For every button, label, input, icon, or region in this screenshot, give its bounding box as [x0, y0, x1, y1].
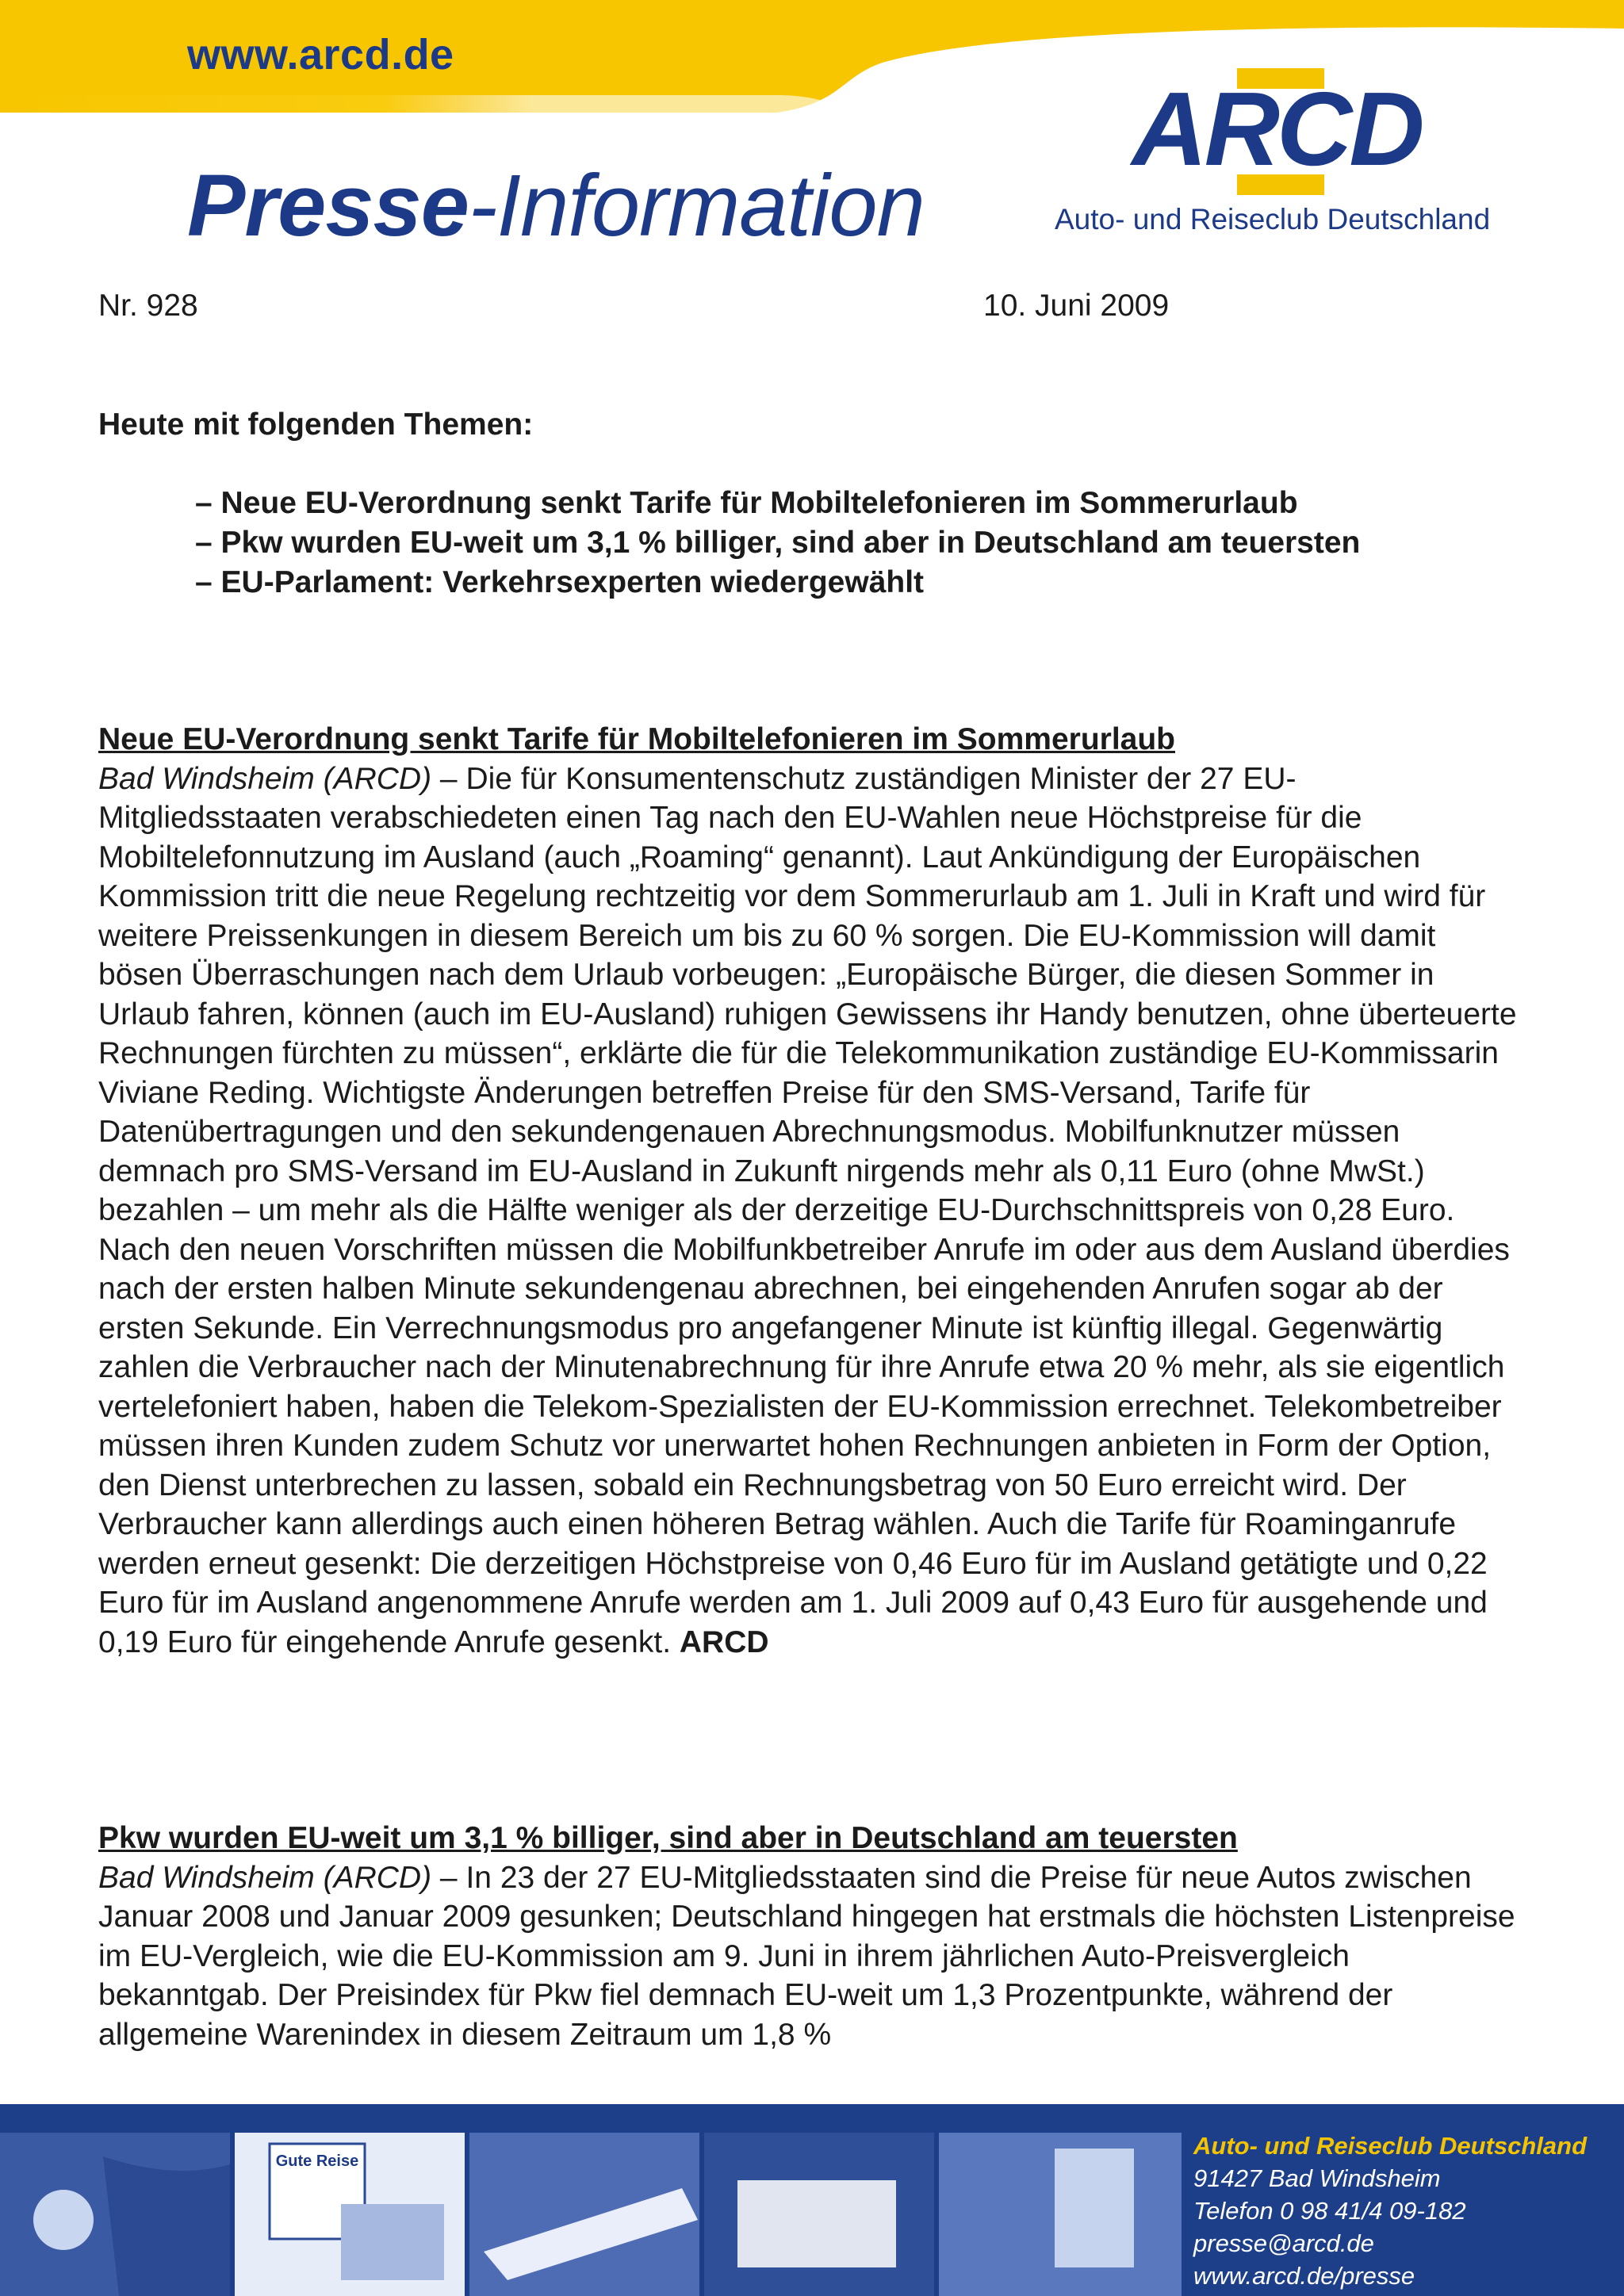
footer-web[interactable]: www.arcd.de/presse — [1193, 2262, 1415, 2290]
photo-driver-face — [33, 2190, 94, 2250]
article-headline: Neue EU-Verordnung senkt Tarife für Mobiltelefonieren im Sommerurlaub — [98, 722, 1175, 756]
topic-item: – Neue EU-Verordnung senkt Tarife für Mobiltelefonieren im Sommerurlaub — [195, 486, 1298, 520]
article-location: Bad Windsheim (ARCD) — [98, 761, 432, 796]
article-text: In 23 der 27 EU-Mitgliedsstaaten sind die Preise für neue Autos zwischen Januar 2008 und Januar 2009 gesunken; Deutschland hingegen hat erstmals die höchsten Listenpreise im EU-Vergleich, wie die EU-Kommission am 9. Juni in ihrem jährlichen Auto-Preisvergleich bekanntgab. Der Preisindex für Pkw fiel demnach EU-weit um 1,3 Prozentpunkte, während der allgemeine Warenindex in diesem Zeitraum um 1,8 % — [98, 1860, 1515, 2052]
topic-item: – EU-Parlament: Verkehrsexperten wiedergewählt — [195, 565, 925, 599]
footer-address: 91427 Bad Windsheim — [1193, 2164, 1441, 2192]
footer-email[interactable]: presse@arcd.de — [1193, 2229, 1374, 2257]
article-headline: Pkw wurden EU-weit um 3,1 % billiger, sind aber in Deutschland am teuersten — [98, 1821, 1238, 1855]
release-number: Nr. 928 — [98, 289, 198, 323]
article-mobile-roaming — [98, 720, 1518, 1662]
logo-text: ARCD — [1132, 71, 1422, 187]
footer-photo-strip — [0, 2133, 1182, 2296]
article-dash: – — [431, 1860, 466, 1895]
article-car-prices — [98, 1819, 1518, 2054]
title-light: -Information — [468, 157, 925, 254]
footer-contact — [1193, 2130, 1587, 2292]
article-location: Bad Windsheim (ARCD) — [98, 1860, 432, 1895]
release-date: 10. Juni 2009 — [983, 289, 1170, 323]
topics-heading: Heute mit folgenden Themen: — [98, 408, 534, 442]
footer-phone: Telefon 0 98 41/4 09-182 — [1193, 2197, 1466, 2225]
footer-club-name: Auto- und Reiseclub Deutschland — [1193, 2132, 1588, 2160]
article-body — [98, 1858, 1518, 2055]
page-title — [187, 155, 925, 256]
article-body — [98, 760, 1518, 1663]
header-url[interactable]: www.arcd.de — [187, 31, 454, 78]
article-signature: ARCD — [679, 1624, 769, 1659]
topics-list — [195, 484, 1360, 603]
club-name: Auto- und Reiseclub Deutschland — [1055, 203, 1491, 235]
photo-magazine-label: Gute Reise — [275, 2152, 359, 2170]
article-text: Die für Konsumentenschutz zuständigen Minister der 27 EU-Mitgliedsstaaten verabschiedeten einen Tag nach den EU-Wahlen neue Höchstpreise für die Mobiltelefonnutzung im Ausland (auch „Roaming“ genannt). Laut Ankündigung der Europäischen Kommission tritt die neue Regelung rechtzeitig vor dem Sommerurlaub am 1. Juli in Kraft und wird für weitere Preissenkungen in diesem Bereich um bis zu 60 % sorgen. Die EU-Kommission will damit bösen Überraschungen nach dem Urlaub vorbeugen: „Europäische Bürger, die diesen Sommer in Urlaub fahren, können (auch im EU-Ausland) ruhigen Gewissens ihr Handy benutzen, ohne überteuerte Rechnungen fürchten zu müssen“, erklärte die für die Telekommunikation zuständige EU-Kommissarin Viviane Reding. Wichtigste Änderungen betreffen Preise für den SMS-Versand, Tarife für Datenübertragungen und den sekundengenauen Abrechnungsmodus. Mobilfunknutzer müssen demnach pro SMS-Versand im EU-Ausland in Zukunft nirgends mehr als 0,11 Euro (ohne MwSt.) bezahlen – um mehr als die Hälfte weniger als der derzeitige EU-Durchschnittspreis von 0,28 Euro. Nach den neuen Vorschriften müssen die Mobilfunkbetreiber Anrufe im oder aus dem Ausland überdies nach der ersten halben Minute sekundengenau abrechnen, bei eingehenden Anrufen sogar ab der ersten Sekunde. Ein Verrechnungsmodus pro angefangener Minute ist künftig illegal. Gegenwärtig zahlen die Verbraucher nach der Minutenabrechnung für ihre Anrufe etwa 20 % mehr, als sie eigentlich vertelefoniert haben, haben die Telekom-Spezialisten der EU-Kommission errechnet. Telekombetreiber müssen ihren Kunden zudem Schutz vor unerwartet hohen Rechnungen anbieten in Form der Option, den Dienst unterbrechen zu lassen, sobald ein Rechnungsbetrag von 50 Euro erreicht wird. Der Verbraucher kann allerdings auch einen höheren Betrag wählen. Auch die Tarife für Roaminganrufe werden erneut gesenkt: Die derzeitigen Höchstpreise von 0,46 Euro für im Ausland getätigte und 0,22 Euro für im Ausland angenommene Anrufe werden am 1. Juli 2009 auf 0,43 Euro für ausgehende und 0,19 Euro für eingehende Anrufe gesenkt. — [98, 761, 1517, 1659]
title-bold: Presse — [187, 157, 469, 254]
article-dash: – — [431, 761, 466, 796]
arcd-logo — [1086, 68, 1467, 195]
topic-item: – Pkw wurden EU-weit um 3,1 % billiger, sind aber in Deutschland am teuersten — [195, 526, 1361, 560]
